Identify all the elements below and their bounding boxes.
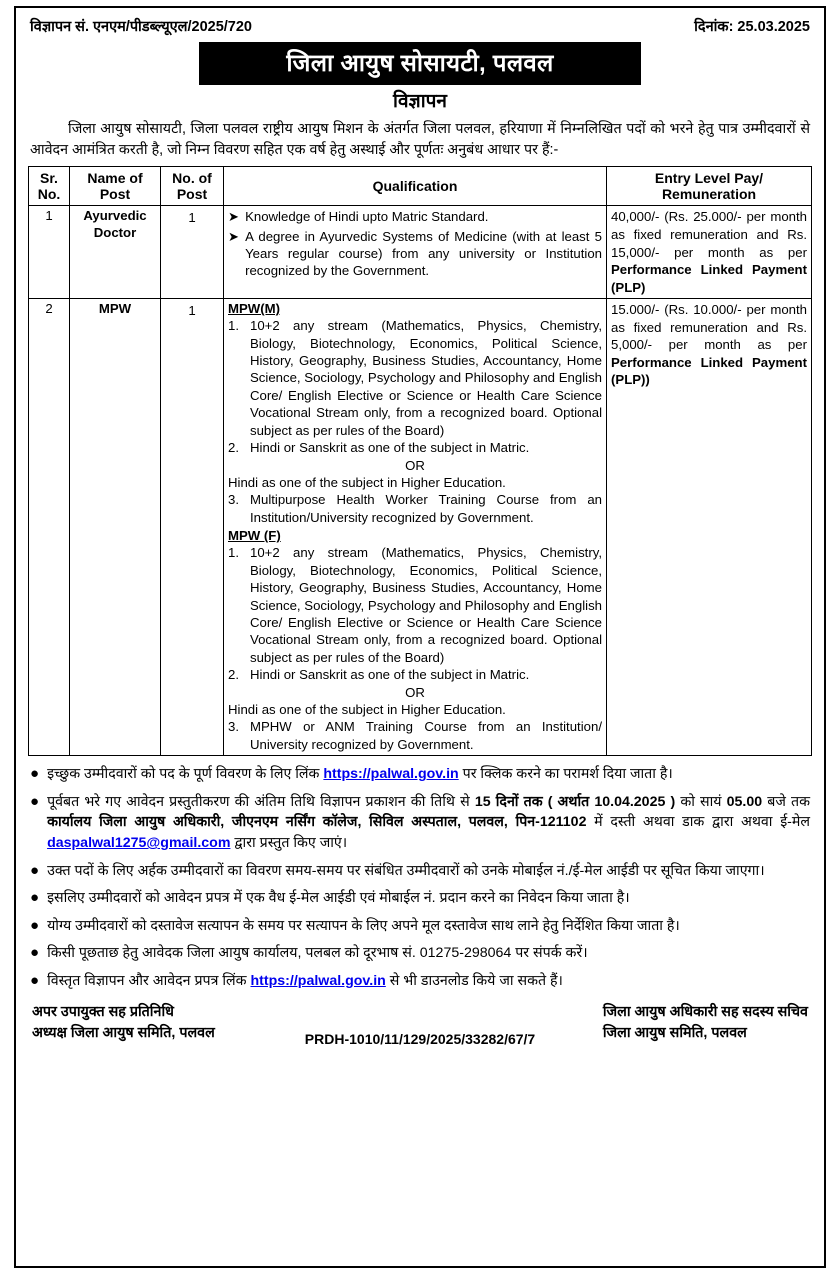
office-address: कार्यालय जिला आयुष अधिकारी, जीएनएम नर्सिंग कॉलेज, सिविल अस्पताल, पलवल, पिन-121102 (47, 814, 587, 831)
item-number: 3. (228, 719, 239, 735)
note-segment: द्वारा प्रस्तुत किए जाएं। (230, 835, 348, 852)
note-item (30, 861, 810, 882)
note-segment: पर क्लिक करने का परामर्श दिया जाता है। (458, 766, 673, 783)
bullet-dot-icon: ● (30, 861, 40, 879)
table-row (29, 299, 812, 756)
note-segment-bold: 15 दिनों तक ( अर्थात 10.04.2025 ) (474, 793, 676, 810)
top-line (28, 14, 812, 36)
signature-right (603, 1002, 808, 1045)
arrow-bullet-icon: ➤ (228, 228, 240, 244)
signature-left (32, 1002, 215, 1045)
qualification-item (228, 491, 602, 526)
bullet-dot-icon: ● (30, 765, 40, 783)
row1-no-of-post: 1 (161, 206, 224, 299)
or-separator: OR (405, 684, 425, 700)
item-number: 3. (228, 492, 239, 508)
row2-pay (607, 299, 812, 756)
note-segment: पूर्वबत भरे गए आवेदन प्रस्तुतीकरण की अंतिम तिथि विज्ञापन प्रकाशन की तिथि से (47, 793, 475, 810)
bullet-dot-icon: ● (30, 972, 40, 990)
qualification-bullet (228, 208, 602, 225)
note-segment: बजे तक (762, 793, 811, 810)
row2-qualification (224, 299, 607, 756)
posts-table (28, 166, 812, 756)
organization-title: जिला आयुष सोसायटी, पलवल (199, 42, 641, 85)
intro-paragraph (28, 119, 812, 160)
note-item (30, 916, 810, 937)
header-sr-no: Sr. No. (29, 167, 70, 206)
advertisement-number: विज्ञापन सं. एनएम/पीडब्ल्यूएल/2025/720 (30, 19, 252, 35)
header-no-of-post: No. of Post (161, 167, 224, 206)
row2-sr: 2 (29, 299, 70, 756)
page-content (20, 10, 820, 1045)
note-item (30, 764, 810, 785)
item-text: Hindi or Sanskrit as one of the subject in Matric. (250, 440, 530, 456)
qualification-text: Knowledge of Hindi upto Matric Standard. (245, 209, 489, 225)
note-segment: विस्तृत विज्ञापन और आवेदन प्रपत्र लिंक (47, 973, 251, 990)
bullet-dot-icon: ● (30, 944, 40, 962)
note-text: इसलिए उम्मीदवारों को आवेदन प्रपत्र में एक वैध ई-मेल आईडी एवं मोबाईल नं. प्रदान करने का निवेदन किया जाता है। (47, 890, 630, 907)
bullet-dot-icon: ● (30, 889, 40, 907)
bullet-dot-icon: ● (30, 792, 40, 810)
note-text (47, 971, 810, 992)
qualification-item-text: Hindi as one of the subject in Higher Education. (228, 474, 506, 490)
qualification-item (228, 666, 602, 683)
reference-number: PRDH-1010/11/129/2025/33282/67/7 (304, 1030, 536, 1047)
note-text (47, 764, 810, 785)
footer-wrap (28, 1002, 812, 1045)
note-text: किसी पूछताछ हेतु आवेदक जिला आयुष कार्यालय, पलबल को दूरभाष सं. 01275-298064 पर संपर्क करें। (47, 945, 588, 962)
pay-text-plain: 15.000/- (Rs. 10.000/- per month as fixed remuneration and Rs. 5,000/- per month as per (611, 302, 807, 353)
header-qualification: Qualification (224, 167, 607, 206)
qualification-item-text: Hindi as one of the subject in Higher Education. (228, 702, 506, 718)
signature-left-line2: अध्यक्ष जिला आयुष समिति, पलवल (32, 1025, 215, 1042)
row1-qualification (224, 206, 607, 299)
mpw-female-heading: MPW (F) (228, 528, 281, 544)
qualification-bullet (228, 228, 602, 279)
pay-text-bold: Performance Linked Payment (PLP)) (611, 354, 807, 388)
palwal-portal-link[interactable]: https://palwal.gov.in (250, 973, 386, 990)
intro-text: जिला आयुष सोसायटी, जिला पलवल राष्ट्रीय आयुष मिशन के अंतर्गत जिला पलवल, हरियाणा में निम्नलिखित पदों को भरने हेतु पात्र उम्मीदवारों से आवेदन आमंत्रित करती है, जो निम्न विवरण सहित एक वर्ष हेतु अस्थाई और पूर्णतः अनुबंध आधार पर हैं:- (30, 121, 810, 158)
table-header-row (29, 167, 812, 206)
note-text: योग्य उम्मीदवारों को दस्तावेज सत्यापन के समय पर सत्यापन के लिए अपने मूल दस्तावेज साथ लाने हेतु निर्देशित किया जाता है। (47, 917, 680, 934)
arrow-bullet-icon: ➤ (228, 209, 240, 225)
item-text: Multipurpose Health Worker Training Course from an Institution/University recognized by Government. (250, 492, 602, 525)
item-number: 2. (228, 667, 239, 683)
note-segment: इच्छुक उम्मीदवारों को पद के पूर्ण विवरण के लिए लिंक (47, 766, 324, 783)
pay-text-plain: 40,000/- (Rs. 25.000/- per month as fixed remuneration and Rs. 15,000/- per month as per (611, 209, 807, 260)
header-entry-level-pay: Entry Level Pay/ Remuneration (607, 167, 812, 206)
row2-post-name: MPW (70, 299, 161, 756)
signature-left-line1: अपर उपायुक्त सह प्रतिनिधि (32, 1003, 174, 1020)
advertisement-date: दिनांक: 25.03.2025 (694, 19, 810, 35)
qualification-item (228, 718, 602, 753)
mpw-male-heading: MPW(M) (228, 301, 280, 317)
document-subtitle: विज्ञापन (393, 91, 447, 112)
or-separator: OR (405, 457, 425, 473)
note-item (30, 792, 810, 854)
item-text: MPHW or ANM Training Course from an Institution/ University recognized by Government. (250, 719, 602, 752)
signature-right-line1: जिला आयुष अधिकारी सह सदस्य सचिव (602, 1003, 808, 1020)
note-segment: को सायं (675, 793, 727, 810)
item-number: 2. (228, 440, 239, 456)
table-row (29, 206, 812, 299)
row2-no-of-post: 1 (161, 299, 224, 756)
pay-text-bold: Performance Linked Payment (PLP) (611, 262, 807, 295)
item-text: 10+2 any stream (Mathematics, Physics, Chemistry, Biology, Biotechnology, Economics, Political Science, History, Geography, Business Studies, Accountancy, Home Science, Sociology, Psychology and Philosophy and English Core/ English Elective or Science or Health Care Science Vocational Stream only, from a recognized board. Optional subject as per rules of the Board) (250, 545, 602, 665)
qualification-item (228, 439, 602, 456)
note-text (47, 792, 810, 854)
email-link[interactable]: daspalwal1275@gmail.com (47, 835, 231, 852)
note-segment: से भी डाउनलोड किये जा सकते हैं। (385, 973, 563, 990)
note-text: उक्त पदों के लिए अर्हक उम्मीदवारों का विवरण समय-समय पर संबंधित उम्मीदवारों को उनके मोबाईल नं./ई-मेल आईडी पर सूचित किया जाएगा। (47, 862, 765, 879)
row1-pay (607, 206, 812, 299)
note-item (30, 943, 810, 964)
palwal-portal-link[interactable]: https://palwal.gov.in (323, 766, 459, 783)
item-number: 1. (228, 545, 239, 561)
row1-sr: 1 (29, 206, 70, 299)
note-item (30, 971, 810, 992)
header-name-of-post: Name of Post (70, 167, 161, 206)
row1-post-name: Ayurvedic Doctor (70, 206, 161, 299)
item-text: 10+2 any stream (Mathematics, Physics, Chemistry, Biology, Biotechnology, Economics, Political Science, History, Geography, Business Studies, Accountancy, Home Science, Sociology, Psychology and Philosophy and English Core/ English Elective or Science or Health Care Science Vocational Stream only, from a recognized board. Optional subject as per rules of the Board) (250, 318, 602, 438)
signature-right-line2: जिला आयुष समिति, पलवल (602, 1025, 747, 1042)
note-segment-bold: 05.00 (726, 793, 763, 810)
qualification-item (228, 544, 602, 666)
item-text: Hindi or Sanskrit as one of the subject in Matric. (250, 667, 530, 683)
note-segment: में दस्ती अथवा डाक द्वारा अथवा ई-मेल (586, 814, 810, 831)
qualification-text: A degree in Ayurvedic Systems of Medicine (with at least 5 Years regular course) from any university or Institution recognized by the Government. (245, 228, 602, 278)
note-item (30, 888, 810, 909)
qualification-item (228, 317, 602, 439)
item-number: 1. (228, 318, 239, 334)
notes-list (28, 764, 812, 991)
bullet-dot-icon: ● (30, 916, 40, 934)
